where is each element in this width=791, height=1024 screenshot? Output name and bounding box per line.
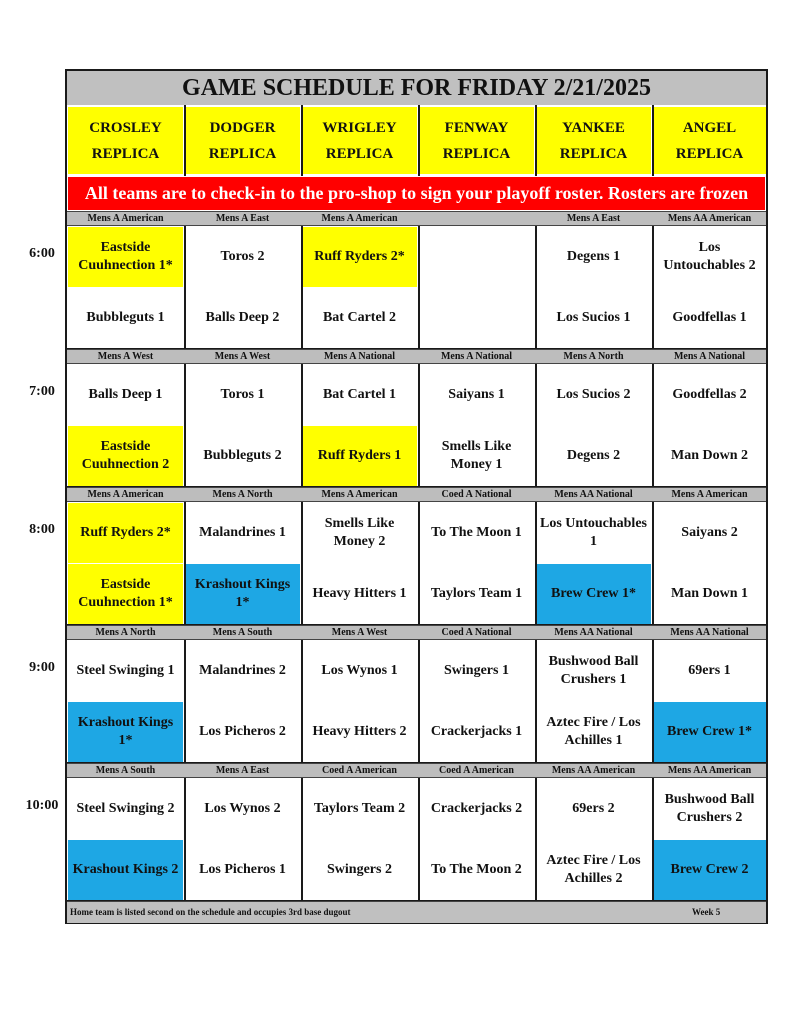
division-label: Mens AA National	[554, 627, 633, 638]
home-team-cell: Heavy Hitters 2	[312, 724, 407, 739]
home-team-cell: Aztec Fire / Los Achilles 2	[546, 853, 641, 886]
field-subtitle: REPLICA	[325, 145, 394, 162]
field-header-angel	[653, 107, 766, 174]
division-row	[67, 211, 766, 226]
column-divider	[184, 226, 186, 349]
away-team-cell: 69ers 2	[572, 801, 615, 816]
home-team-cell: Krashout Kings 1*	[185, 564, 300, 624]
home-team-cell: Aztec Fire / Los Achilles 1	[546, 715, 641, 748]
away-team-cell: Crackerjacks 2	[430, 801, 523, 816]
time-slot-label: 7:00	[29, 384, 55, 399]
division-label: Mens A West	[331, 627, 388, 638]
time-slot-label: 6:00	[29, 246, 55, 261]
home-team-cell: Crackerjacks 1	[430, 724, 523, 739]
away-team-cell: Malandrines 2	[199, 663, 286, 678]
division-label	[419, 212, 534, 225]
page-title: GAME SCHEDULE FOR FRIDAY 2/21/2025	[67, 71, 766, 105]
home-team-cell: Man Down 2	[670, 448, 748, 463]
away-team-cell: Bushwood Ball Crushers 2	[664, 792, 755, 825]
field-name: WRIGLEY	[322, 119, 397, 136]
away-team-cell: Saiyans 1	[448, 387, 505, 402]
away-team-cell: Los Wynos 1	[321, 663, 398, 678]
column-divider	[418, 105, 420, 176]
division-label: Mens A North	[95, 627, 156, 638]
division-label: Mens AA American	[667, 765, 752, 776]
away-team-cell: Ruff Ryders 2*	[68, 503, 183, 563]
column-divider	[301, 105, 303, 176]
division-label: Mens A South	[212, 627, 273, 638]
column-divider	[184, 778, 186, 901]
home-team-cell: Los Picheros 2	[199, 724, 286, 739]
away-team-cell: Swingers 1	[444, 663, 509, 678]
away-team-cell: Los Sucios 2	[556, 387, 631, 402]
field-subtitle: REPLICA	[208, 145, 277, 162]
column-divider	[418, 778, 420, 901]
field-subtitle: REPLICA	[675, 145, 744, 162]
field-header-fenway	[419, 107, 534, 174]
division-row	[67, 763, 766, 778]
field-header-dodger	[185, 107, 300, 174]
away-team-cell: Steel Swinging 1	[76, 663, 175, 678]
division-label: Mens A East	[215, 765, 270, 776]
home-team-cell: Los Picheros 1	[199, 862, 286, 877]
home-team-cell: Brew Crew 1*	[653, 702, 766, 762]
division-label: Mens AA National	[554, 489, 633, 500]
time-slot-label: 9:00	[29, 660, 55, 675]
away-team-cell: Los Wynos 2	[204, 801, 281, 816]
column-divider	[535, 226, 537, 349]
away-team-cell: Ruff Ryders 2*	[302, 227, 417, 287]
home-team-cell: Bubbleguts 2	[203, 448, 282, 463]
field-header-yankee	[536, 107, 651, 174]
column-divider	[418, 226, 420, 349]
field-header-crosley	[68, 107, 183, 174]
division-label: Mens AA American	[551, 765, 636, 776]
column-divider	[652, 640, 654, 763]
home-team-cell: Brew Crew 2	[653, 840, 766, 900]
division-label: Coed A American	[439, 765, 514, 776]
home-team-cell: Krashout Kings 2	[68, 840, 183, 900]
home-team-cell: To The Moon 2	[431, 862, 522, 877]
field-header-wrigley	[302, 107, 417, 174]
column-divider	[418, 640, 420, 763]
column-divider	[301, 502, 303, 625]
division-label: Mens A American	[671, 489, 748, 500]
away-team-cell: Eastside Cuuhnection 1*	[68, 227, 183, 287]
division-label: Mens A North	[563, 351, 624, 362]
division-label: Mens A National	[673, 351, 746, 362]
home-team-cell: Eastside Cuuhnection 1*	[68, 564, 183, 624]
home-team-cell: Man Down 1	[670, 586, 748, 601]
division-label: Mens AA National	[670, 627, 749, 638]
field-subtitle: REPLICA	[442, 145, 511, 162]
column-divider	[535, 105, 537, 176]
column-divider	[652, 226, 654, 349]
column-divider	[184, 105, 186, 176]
field-subtitle: REPLICA	[91, 145, 160, 162]
column-divider	[418, 502, 420, 625]
away-team-cell: 69ers 1	[688, 663, 731, 678]
column-divider	[301, 640, 303, 763]
home-team-cell: Bubbleguts 1	[86, 310, 165, 325]
division-label: Mens A National	[323, 351, 396, 362]
field-name: FENWAY	[444, 119, 509, 136]
column-divider	[652, 105, 654, 176]
column-divider	[184, 364, 186, 487]
division-row	[67, 625, 766, 640]
division-label: Coed A National	[441, 627, 512, 638]
away-team-cell: Los Untouchables 2	[663, 240, 756, 273]
field-name: YANKEE	[562, 119, 625, 136]
home-team-cell	[419, 288, 534, 348]
column-divider	[652, 778, 654, 901]
home-team-cell: Ruff Ryders 1	[302, 426, 417, 486]
time-slot-label: 8:00	[29, 522, 55, 537]
away-team-cell: Bat Cartel 1	[322, 387, 397, 402]
home-team-cell: Swingers 2	[327, 862, 392, 877]
week-label: Week 5	[692, 907, 721, 917]
away-team-cell: Smells Like Money 2	[324, 516, 395, 549]
division-row	[67, 349, 766, 364]
home-team-cell: Bat Cartel 2	[322, 310, 397, 325]
away-team-cell: To The Moon 1	[431, 525, 522, 540]
away-team-cell: Goodfellas 2	[672, 387, 747, 402]
away-team-cell: Los Untouchables 1	[540, 516, 647, 549]
home-team-cell: Balls Deep 2	[205, 310, 280, 325]
footer-note: Home team is listed second on the schedule and occupies 3rd base dugout	[70, 907, 351, 917]
column-divider	[301, 226, 303, 349]
division-label: Mens A American	[321, 213, 398, 224]
division-row	[67, 487, 766, 502]
home-team-cell: Degens 2	[566, 448, 621, 463]
away-team-cell: Taylors Team 2	[313, 801, 406, 816]
column-divider	[418, 364, 420, 487]
checkin-notice: All teams are to check-in to the pro-shop to sign your playoff roster. Rosters are frozen	[68, 177, 765, 210]
column-divider	[535, 502, 537, 625]
home-team-cell: Los Sucios 1	[556, 310, 631, 325]
column-divider	[652, 502, 654, 625]
home-team-cell: Krashout Kings 1*	[68, 702, 183, 762]
home-team-cell: Eastside Cuuhnection 2	[68, 426, 183, 486]
division-label: Mens A North	[212, 489, 273, 500]
away-team-cell: Degens 1	[566, 249, 621, 264]
column-divider	[652, 364, 654, 487]
column-divider	[301, 364, 303, 487]
division-label: Mens A National	[440, 351, 513, 362]
field-name: ANGEL	[682, 119, 737, 136]
away-team-cell: Toros 1	[220, 387, 265, 402]
field-name: CROSLEY	[89, 119, 162, 136]
column-divider	[535, 640, 537, 763]
column-divider	[184, 640, 186, 763]
footer-bar	[67, 901, 766, 923]
home-team-cell: Smells Like Money 1	[441, 439, 512, 472]
division-label: Coed A National	[441, 489, 512, 500]
time-slot-label: 10:00	[25, 798, 59, 813]
column-divider	[535, 778, 537, 901]
division-label: Mens A American	[87, 213, 164, 224]
division-label: Mens A East	[215, 213, 270, 224]
away-team-cell: Balls Deep 1	[88, 387, 163, 402]
home-team-cell: Taylors Team 1	[430, 586, 523, 601]
home-team-cell: Goodfellas 1	[672, 310, 747, 325]
away-team-cell: Malandrines 1	[199, 525, 286, 540]
column-divider	[301, 778, 303, 901]
away-team-cell: Saiyans 2	[681, 525, 738, 540]
home-team-cell: Heavy Hitters 1	[312, 586, 407, 601]
field-name: DODGER	[209, 119, 276, 136]
away-team-cell	[419, 227, 534, 287]
division-label: Mens A South	[95, 765, 156, 776]
schedule-table	[65, 69, 768, 924]
division-label: Mens A American	[87, 489, 164, 500]
column-divider	[184, 502, 186, 625]
away-team-cell: Steel Swinging 2	[76, 801, 175, 816]
column-divider	[535, 364, 537, 487]
division-label: Mens A West	[97, 351, 154, 362]
home-team-cell: Brew Crew 1*	[536, 564, 651, 624]
away-team-cell: Bushwood Ball Crushers 1	[548, 654, 639, 687]
division-label: Coed A American	[322, 765, 397, 776]
division-label: Mens A East	[566, 213, 621, 224]
division-label: Mens AA American	[667, 213, 752, 224]
division-label: Mens A West	[214, 351, 271, 362]
division-label: Mens A American	[321, 489, 398, 500]
away-team-cell: Toros 2	[220, 249, 265, 264]
field-subtitle: REPLICA	[559, 145, 628, 162]
